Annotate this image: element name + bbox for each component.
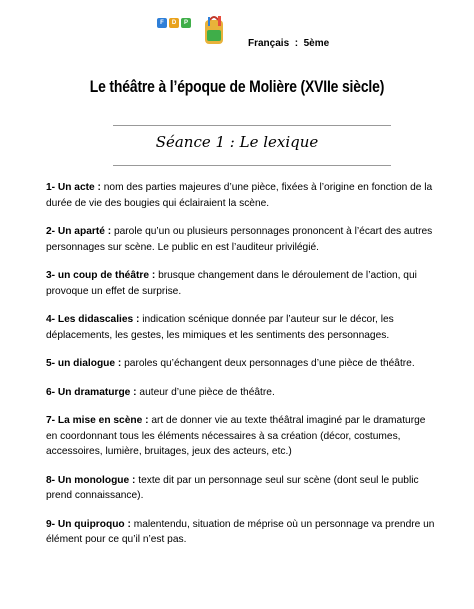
definition-text: texte dit par un personnage seul sur scène (dont seul le public prend connaissance). (46, 474, 419, 501)
definition-text: indication scénique donnée par l’auteur sur le décor, les déplacements, les gestes, les mimiques et les sentiments des personnages. (46, 314, 394, 341)
definition-term: 7- La mise en scène : (46, 415, 149, 426)
definition-term: 8- Un monologue : (46, 474, 136, 486)
definition-term: 9- Un quiproquo : (46, 518, 131, 530)
definition-item (46, 473, 436, 504)
divider-top (113, 125, 391, 126)
school-bag-icon (202, 14, 226, 46)
logo-letter: F (157, 18, 167, 28)
logo-squares (157, 18, 191, 28)
definition-item (46, 268, 436, 299)
logo-letter: P (181, 18, 191, 28)
definition-text: nom des parties majeures d’une pièce, fixées à l’origine en fonction de la durée de vie des bougies qui éclairaient la scène. (46, 182, 433, 209)
definition-item (46, 180, 436, 211)
definition-item (46, 224, 436, 255)
divider-bottom (113, 165, 391, 166)
definition-term: 6- Un dramaturge : (46, 386, 137, 398)
definition-text: malentendu, situation de méprise où un personnage va prendre un élément pour ce qu’il n’est pas. (46, 518, 435, 545)
definition-item (46, 356, 436, 372)
class-level: Français : 5ème (248, 38, 330, 49)
logo (157, 12, 225, 48)
page-title: Le théâtre à l’époque de Molière (XVIIe siècle) (89, 77, 385, 96)
logo-letter: D (169, 18, 179, 28)
definition-text: paroles qu’échangent deux personnages d’une pièce de théâtre. (121, 358, 415, 369)
definition-term: 5- un dialogue : (46, 358, 122, 369)
definition-text: brusque changement dans le déroulement de l’action, qui provoque un effet de surprise. (46, 270, 417, 297)
session-subtitle: Séance 1 : Le lexique (155, 133, 319, 151)
definition-item (46, 413, 436, 460)
definition-item (46, 312, 436, 343)
definition-text: auteur d’une pièce de théâtre. (136, 386, 275, 398)
definition-term: 3- un coup de théâtre : (46, 270, 156, 281)
definition-term: 4- Les didascalies : (46, 314, 140, 325)
definition-text: art de donner vie au texte théâtral imaginé par le dramaturge en coordonnant tous les éléments nécessaires à sa création (décor, costumes, accessoires, lumière, bruitages, jeux des acteurs, etc.) (46, 415, 426, 457)
definition-term: 2- Un aparté : (46, 226, 112, 237)
definition-text: parole qu’un ou plusieurs personnages prononcent à l’écart des autres personnages sur scène. Le public en est l’auditeur privilégié. (46, 226, 433, 253)
definition-item (46, 385, 436, 401)
definition-term: 1- Un acte : (46, 182, 101, 193)
definitions-list (46, 180, 436, 561)
definition-item (46, 517, 436, 548)
